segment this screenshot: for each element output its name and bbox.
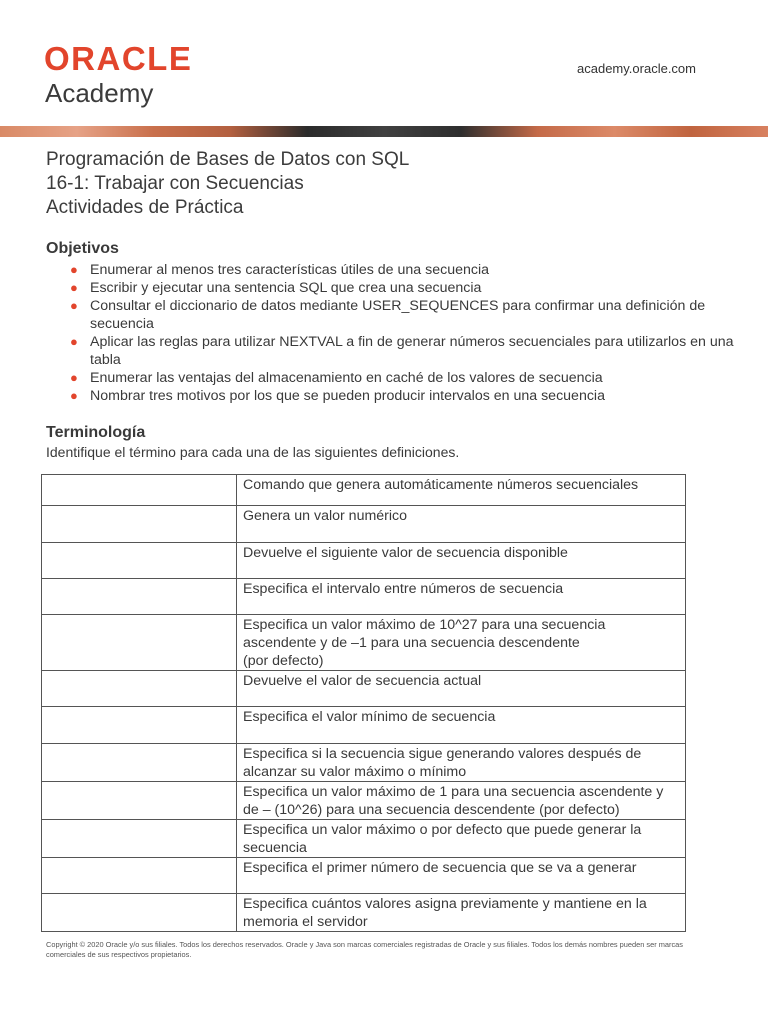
definition-cell: Devuelve el siguiente valor de secuencia disponible bbox=[237, 543, 686, 579]
objectives-list bbox=[70, 261, 735, 405]
list-item bbox=[70, 333, 735, 369]
list-item bbox=[70, 261, 735, 279]
list-item bbox=[70, 297, 735, 333]
term-cell[interactable] bbox=[42, 858, 237, 894]
objective-text: Enumerar las ventajas del almacenamiento en caché de los valores de secuencia bbox=[90, 370, 603, 386]
term-cell[interactable] bbox=[42, 615, 237, 671]
table-row bbox=[42, 506, 686, 543]
terminology-table bbox=[41, 474, 686, 932]
bullet-icon: ● bbox=[70, 370, 78, 385]
definition-cell: Especifica un valor máximo o por defecto que puede generar la secuencia bbox=[237, 820, 686, 858]
definition-cell: Devuelve el valor de secuencia actual bbox=[237, 671, 686, 707]
definition-cell: Especifica el primer número de secuencia que se va a generar bbox=[237, 858, 686, 894]
objective-text: Nombrar tres motivos por los que se pueden producir intervalos en una secuencia bbox=[90, 388, 605, 404]
definition-cell: Comando que genera automáticamente números secuenciales bbox=[237, 475, 686, 506]
term-cell[interactable] bbox=[42, 894, 237, 932]
table-row bbox=[42, 858, 686, 894]
bullet-icon: ● bbox=[70, 388, 78, 403]
table-row bbox=[42, 782, 686, 820]
term-cell[interactable] bbox=[42, 707, 237, 744]
document-titles bbox=[46, 148, 409, 220]
bullet-icon: ● bbox=[70, 262, 78, 277]
table-row bbox=[42, 671, 686, 707]
objective-text: Consultar el diccionario de datos mediante USER_SEQUENCES para confirmar una definición de secuencia bbox=[90, 298, 706, 332]
term-cell[interactable] bbox=[42, 744, 237, 782]
list-item bbox=[70, 387, 735, 405]
term-cell[interactable] bbox=[42, 506, 237, 543]
table-row bbox=[42, 894, 686, 932]
definition-cell: Especifica el intervalo entre números de secuencia bbox=[237, 579, 686, 615]
bullet-icon: ● bbox=[70, 280, 78, 295]
logo-brand: ORACLE bbox=[44, 40, 193, 77]
term-cell[interactable] bbox=[42, 782, 237, 820]
terminology-intro: Identifique el término para cada una de las siguientes definiciones. bbox=[46, 444, 460, 460]
table-row bbox=[42, 744, 686, 782]
bullet-icon: ● bbox=[70, 298, 78, 313]
term-cell[interactable] bbox=[42, 671, 237, 707]
table-row bbox=[42, 820, 686, 858]
copyright-footer: Copyright © 2020 Oracle y/o sus filiales. Todos los derechos reservados. Oracle y Java son marcas comerciales registradas de Oracle y sus filiales. Todos los demás nombres pueden ser marcas comerciales de sus respectivos propietarios. bbox=[46, 940, 683, 959]
objective-text: Enumerar al menos tres características útiles de una secuencia bbox=[90, 262, 490, 278]
definition-cell: Genera un valor numérico bbox=[237, 506, 686, 543]
term-cell[interactable] bbox=[42, 475, 237, 506]
table-row bbox=[42, 579, 686, 615]
course-title: Programación de Bases de Datos con SQL bbox=[46, 149, 410, 170]
logo-product: Academy bbox=[45, 78, 154, 108]
term-cell[interactable] bbox=[42, 543, 237, 579]
terminology-heading: Terminología bbox=[46, 424, 146, 441]
objectives-heading: Objetivos bbox=[46, 240, 119, 257]
list-item bbox=[70, 279, 735, 297]
table-row bbox=[42, 543, 686, 579]
list-item bbox=[70, 369, 735, 387]
definition-cell: Especifica si la secuencia sigue generando valores después de alcanzar su valor máximo o mínimo bbox=[237, 744, 686, 782]
header-banner bbox=[0, 126, 768, 137]
site-url: academy.oracle.com bbox=[577, 61, 696, 76]
term-cell[interactable] bbox=[42, 820, 237, 858]
table-row bbox=[42, 475, 686, 506]
term-cell[interactable] bbox=[42, 579, 237, 615]
definition-cell: Especifica un valor máximo de 10^27 para una secuencia ascendente y de –1 para una secuencia descendente (por defecto) bbox=[237, 615, 686, 671]
table-row bbox=[42, 707, 686, 744]
objective-text: Aplicar las reglas para utilizar NEXTVAL a fin de generar números secuenciales para utilizarlos en una tabla bbox=[90, 334, 734, 368]
activity-title: Actividades de Práctica bbox=[46, 197, 244, 218]
definition-cell: Especifica el valor mínimo de secuencia bbox=[237, 707, 686, 744]
definition-cell: Especifica un valor máximo de 1 para una secuencia ascendente y de – (10^26) para una secuencia descendente (por defecto) bbox=[237, 782, 686, 820]
lesson-title: 16-1: Trabajar con Secuencias bbox=[46, 173, 304, 194]
table-row bbox=[42, 615, 686, 671]
objective-text: Escribir y ejecutar una sentencia SQL que crea una secuencia bbox=[90, 280, 482, 296]
bullet-icon: ● bbox=[70, 334, 78, 349]
definition-cell: Especifica cuántos valores asigna previamente y mantiene en la memoria el servidor bbox=[237, 894, 686, 932]
